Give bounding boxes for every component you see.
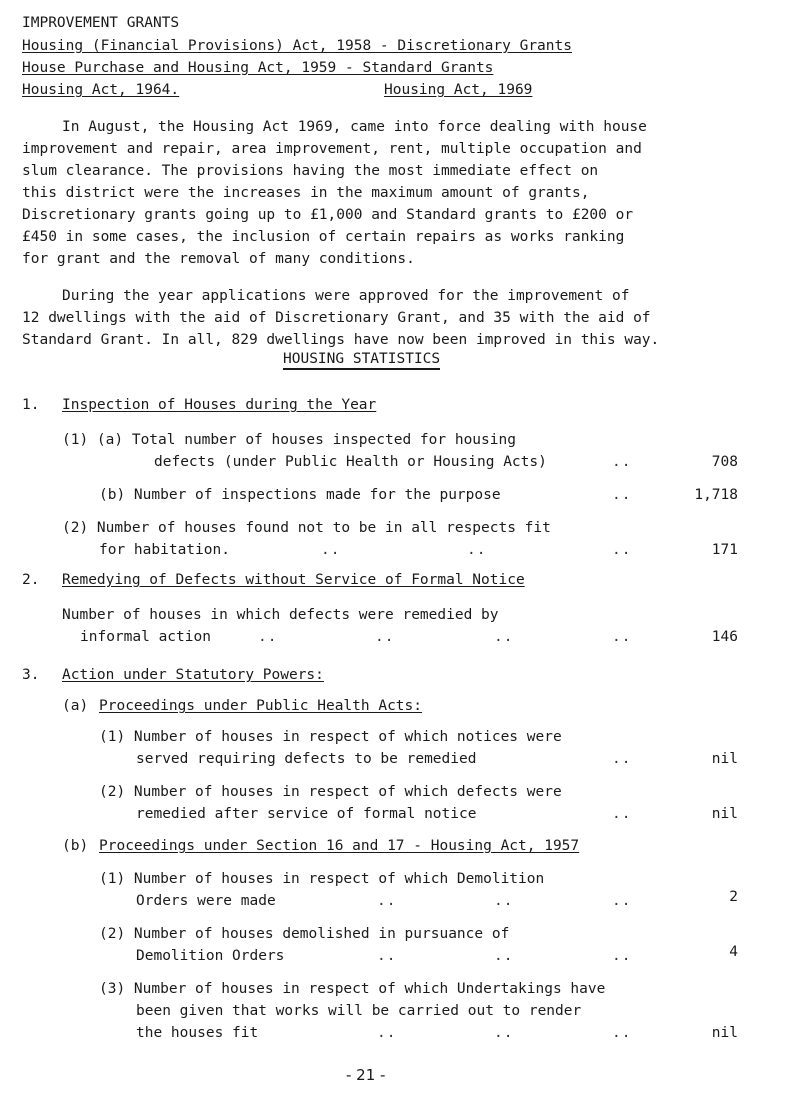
- section-2-line-2: informal action: [80, 629, 211, 645]
- paragraph-line: During the year applications were approved for the improvement of: [62, 288, 630, 304]
- item-1a-line-1: (1) (a) Total number of houses inspected for housing: [62, 432, 516, 448]
- paragraph-line: £450 in some cases, the inclusion of certain repairs as works ranking: [22, 229, 625, 245]
- act-line-3a: Housing Act, 1964.: [22, 82, 180, 98]
- item-a1-line-2: served requiring defects to be remedied: [136, 751, 477, 767]
- item-b3-line-3: the houses fit: [136, 1025, 259, 1041]
- leader-dots: ..: [494, 629, 514, 645]
- paragraph-line: slum clearance. The provisions having the most immediate effect on: [22, 163, 599, 179]
- section-2-title: Remedying of Defects without Service of Formal Notice: [62, 572, 525, 588]
- act-line-3b: Housing Act, 1969: [384, 82, 533, 98]
- leader-dots: ..: [612, 542, 632, 558]
- item-b1-value: 2: [729, 889, 738, 905]
- leader-dots: ..: [612, 948, 632, 964]
- intro-paragraph: [22, 116, 762, 270]
- item-b1-line-2: Orders were made: [136, 893, 276, 909]
- approvals-paragraph: [22, 285, 762, 351]
- item-1a-value: 708: [711, 454, 738, 470]
- item-b1-line-1: (1) Number of houses in respect of which Demolition: [99, 871, 545, 887]
- leader-dots: ..: [377, 893, 397, 909]
- heading-text: HOUSING STATISTICS: [283, 351, 440, 370]
- section-1-number: 1.: [22, 397, 40, 413]
- leader-dots: ..: [612, 751, 632, 767]
- item-2-line-2: for habitation.: [99, 542, 230, 558]
- subsection-b-label: (b): [62, 838, 89, 854]
- leader-dots: ..: [612, 629, 632, 645]
- item-2-line-1: (2) Number of houses found not to be in all respects fit: [62, 520, 551, 536]
- item-1b-value: 1,718: [694, 487, 738, 503]
- leader-dots: ..: [612, 806, 632, 822]
- paragraph-line: for grant and the removal of many conditions.: [22, 251, 415, 267]
- item-a2-line-2: remedied after service of formal notice: [136, 806, 477, 822]
- leader-dots: ..: [467, 542, 487, 558]
- paragraph-line: 12 dwellings with the aid of Discretionary Grant, and 35 with the aid of: [22, 310, 651, 326]
- item-a2-value: nil: [711, 806, 738, 822]
- item-b3-value: nil: [711, 1025, 738, 1041]
- item-2-value: 171: [711, 542, 738, 558]
- leader-dots: ..: [494, 893, 514, 909]
- item-b3-line-2: been given that works will be carried out to render: [136, 1003, 582, 1019]
- subsection-a-label: (a): [62, 698, 89, 714]
- section-3-number: 3.: [22, 667, 40, 683]
- section-2-value: 146: [711, 629, 738, 645]
- item-a1-value: nil: [711, 751, 738, 767]
- subsection-a-title: Proceedings under Public Health Acts:: [99, 698, 423, 714]
- item-b2-line-2: Demolition Orders: [136, 948, 285, 964]
- item-b3-line-1: (3) Number of houses in respect of which Undertakings have: [99, 981, 606, 997]
- item-b2-value: 4: [729, 944, 738, 960]
- section-title: IMPROVEMENT GRANTS: [22, 15, 180, 31]
- item-a2-line-1: (2) Number of houses in respect of which defects were: [99, 784, 562, 800]
- leader-dots: ..: [612, 454, 632, 470]
- section-2-line-1: Number of houses in which defects were remedied by: [62, 607, 499, 623]
- paragraph-line: Standard Grant. In all, 829 dwellings have now been improved in this way.: [22, 332, 660, 348]
- leader-dots: ..: [377, 948, 397, 964]
- item-1b-line: (b) Number of inspections made for the purpose: [99, 487, 501, 503]
- section-1-title: Inspection of Houses during the Year: [62, 397, 377, 413]
- section-2-number: 2.: [22, 572, 40, 588]
- leader-dots: ..: [377, 1025, 397, 1041]
- housing-statistics-heading: [283, 350, 440, 370]
- item-1a-line-2: defects (under Public Health or Housing Acts): [154, 454, 547, 470]
- paragraph-line: In August, the Housing Act 1969, came into force dealing with house: [62, 119, 647, 135]
- act-line-2: House Purchase and Housing Act, 1959 - Standard Grants: [22, 60, 494, 76]
- section-3-title: Action under Statutory Powers:: [62, 667, 324, 683]
- leader-dots: ..: [321, 542, 341, 558]
- leader-dots: ..: [612, 1025, 632, 1041]
- act-line-1: Housing (Financial Provisions) Act, 1958 - Discretionary Grants: [22, 38, 572, 54]
- leader-dots: ..: [612, 487, 632, 503]
- item-a1-line-1: (1) Number of houses in respect of which notices were: [99, 729, 562, 745]
- paragraph-line: Discretionary grants going up to £1,000 and Standard grants to £200 or: [22, 207, 634, 223]
- page-number: - 21 -: [346, 1066, 386, 1084]
- paragraph-line: this district were the increases in the maximum amount of grants,: [22, 185, 590, 201]
- item-b2-line-1: (2) Number of houses demolished in pursuance of: [99, 926, 510, 942]
- leader-dots: ..: [375, 629, 395, 645]
- subsection-b-title: Proceedings under Section 16 and 17 - Housing Act, 1957: [99, 838, 580, 854]
- leader-dots: ..: [258, 629, 278, 645]
- leader-dots: ..: [494, 948, 514, 964]
- leader-dots: ..: [612, 893, 632, 909]
- leader-dots: ..: [494, 1025, 514, 1041]
- paragraph-line: improvement and repair, area improvement, rent, multiple occupation and: [22, 141, 642, 157]
